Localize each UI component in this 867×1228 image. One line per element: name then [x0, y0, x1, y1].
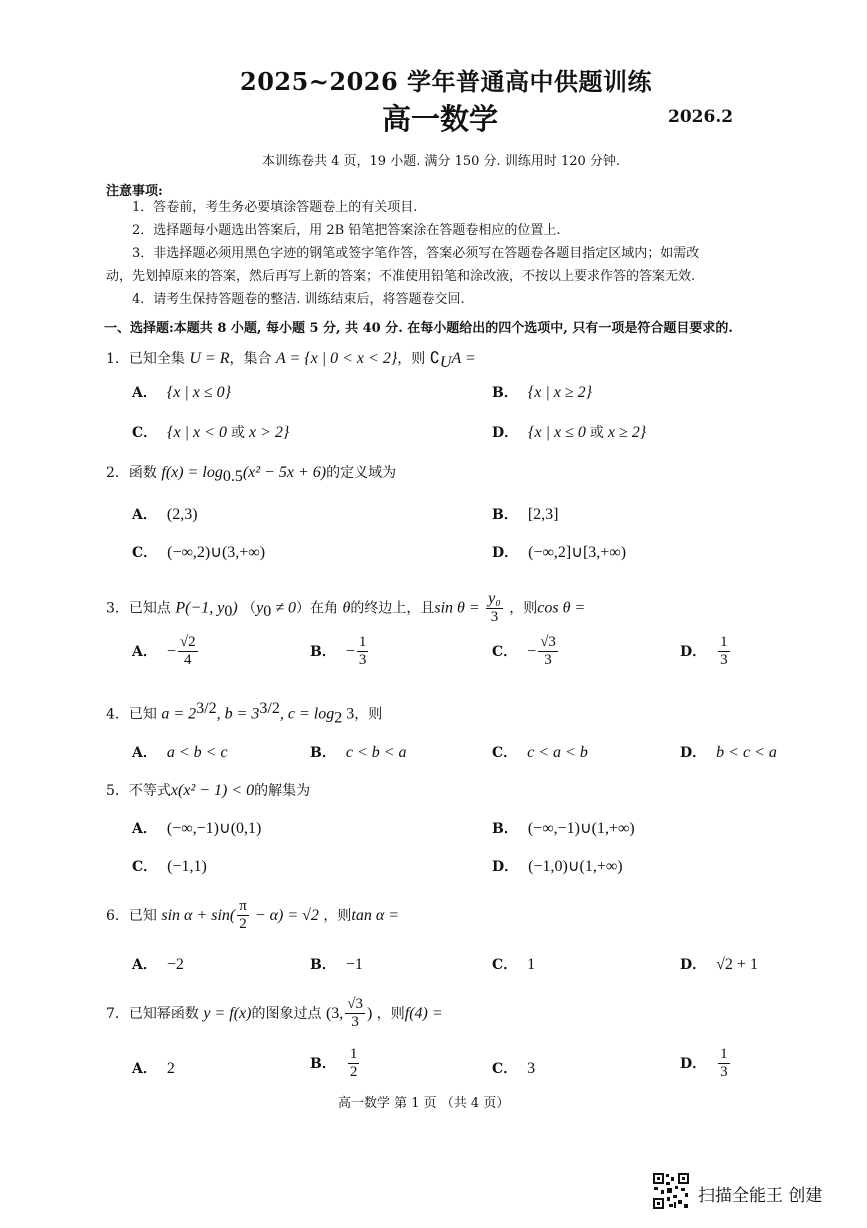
q6-option-a: A． −2 — [132, 956, 184, 973]
page-footer: 高一数学 第 1 页 （共 4 页） — [338, 1096, 510, 1111]
question-2: 2．函数 $f(x) = \log_{0.5}(x^2 - 5x + 6)$的定义域为 — [106, 464, 397, 485]
q5-option-d: D． (−1,0)∪(1,+∞) — [492, 858, 623, 875]
question-1: 1．已知全集 U = R，集合 A = {x | 0 < x < 2}，则 $∁_UA$ = — [106, 350, 476, 371]
q4-option-b: B． c < b < a — [310, 744, 407, 761]
q6-option-d: D． √2 + 1 — [680, 956, 758, 973]
note-4: 4．请考生保持答题卷的整洁. 训练结束后，将答题卷交回. — [132, 292, 465, 307]
q7-option-a: A． 2 — [132, 1060, 175, 1077]
q1-option-b: B． {x | x ≥ 2} — [492, 384, 593, 401]
q4-option-c: C． c < a < b — [492, 744, 588, 761]
exam-date: 2026.2 — [668, 107, 734, 127]
q4-option-d: D． b < c < a — [680, 744, 777, 761]
notes-heading: 注意事项: — [106, 184, 163, 199]
question-4: 4．已知 $a = 2^{3/2}$, $b = 3^{3/2}$, $c = \log_2 3$，则 — [106, 700, 383, 727]
note-3b: 动，先划掉原来的答案，然后再写上新的答案；不准使用铅笔和涂改液，不按以上要求作答的答案无效. — [106, 269, 696, 284]
section-heading: 一、选择题:本题共 8 小题, 每小题 5 分, 共 40 分. 在每小题给出的四个选项中, 只有一项是符合题目要求的. — [104, 321, 733, 336]
q3-option-a: A． − $\frac{√2}{4}$ — [132, 634, 196, 669]
question-5: 5．不等式x(x² − 1) < 0的解集为 — [106, 782, 311, 799]
q7-option-c: C． 3 — [492, 1060, 536, 1077]
q1-option-d: D． {x | x ≤ 0 或 x ≥ 2} — [492, 424, 647, 441]
q2-option-d: D． (−∞,2]∪[3,+∞) — [492, 544, 627, 561]
exam-info: 本训练卷共 4 页，19 小题. 满分 150 分. 训练用时 120 分钟. — [262, 154, 621, 169]
qr-code-icon — [652, 1172, 690, 1210]
question-7: 7．已知幂函数 y = f(x)的图象过点 (3, $\frac{√3}{3}$ ) ，则f(4) = — [106, 996, 443, 1031]
subject-title: 高一数学 — [382, 102, 499, 136]
q5-option-c: C． (−1,1) — [132, 858, 207, 875]
question-6: 6．已知 sin α + sin( $\frac{\pi}{2}$ − α) = √2 ，则tan α = — [106, 898, 400, 933]
q2-option-b: B． [2,3] — [492, 506, 559, 523]
q2-option-c: C． (−∞,2)∪(3,+∞) — [132, 544, 266, 561]
q6-option-c: C． 1 — [492, 956, 536, 973]
exam-title: 2025~2026 学年普通高中供题训练 — [240, 67, 653, 96]
question-3: 3．已知点 P(−1, $y_0$) $(y_0 \ne 0)$在角 θ的终边上，且sin θ = $\frac{\text{y₀}}{3}$ ，则cos θ = — [106, 590, 586, 626]
q5-option-a: A． (−∞,−1)∪(0,1) — [132, 820, 262, 837]
q2-option-a: A． (2,3) — [132, 506, 198, 523]
q5-option-b: B． (−∞,−1)∪(1,+∞) — [492, 820, 635, 837]
q7-option-d: D． $\frac{1}{3}$ — [680, 1046, 728, 1081]
note-3a: 3．非选择题必须用黑色字迹的钢笔或签字笔作答，答案必须写在答题卷各题目指定区域内；如需改 — [132, 246, 700, 261]
q7-option-b: B． $\frac{1}{2}$ — [310, 1046, 358, 1081]
q4-option-a: A． a < b < c — [132, 744, 228, 761]
q1-option-c: C． {x | x < 0 或 x > 2} — [132, 424, 290, 441]
note-2: 2．选择题每小题选出答案后，用 2B 铅笔把答案涂在答题卷相应的位置上. — [132, 223, 561, 238]
q6-option-b: B． −1 — [310, 956, 363, 973]
scanner-watermark: 扫描全能王 创建 — [698, 1186, 823, 1206]
q3-option-c: C． − $\frac{√3}{3}$ — [492, 634, 556, 669]
q3-option-d: D． $\frac{1}{3}$ — [680, 634, 728, 669]
q1-option-a: A． {x | x ≤ 0} — [132, 384, 232, 401]
note-1: 1．答卷前，考生务必要填涂答题卷上的有关项目. — [132, 200, 418, 215]
q3-option-b: B． − $\frac{1}{3}$ — [310, 634, 367, 669]
